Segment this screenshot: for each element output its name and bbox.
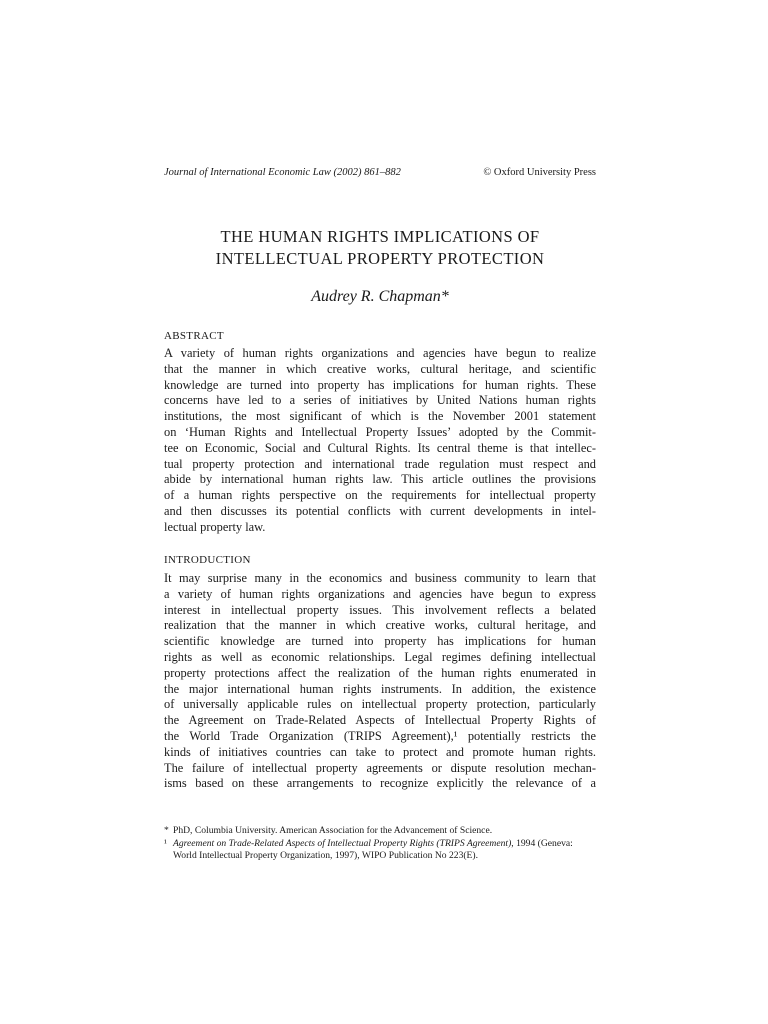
abstract-line: institutions, the most significant of which is the November 2001 statement	[164, 409, 596, 424]
introduction-line: rights as well as economic relationships. Legal regimes defining intellectual	[164, 649, 596, 664]
footnote-continuation: World Intellectual Property Organization, 1997), WIPO Publication No 223(E).	[173, 850, 479, 862]
article-title	[164, 226, 596, 270]
footnote-author	[164, 825, 596, 838]
introduction-line: of universally applicable rules on intellectual property protection, particularly	[164, 697, 596, 712]
abstract-line: tee on Economic, Social and Cultural Rights. Its central theme is that intellec-	[164, 440, 596, 455]
introduction-line: a variety of human rights organizations and agencies have begun to express	[164, 586, 596, 601]
introduction-line: property protections affect the realization of the human rights enumerated in	[164, 665, 596, 680]
publisher-copyright: © Oxford University Press	[483, 167, 596, 178]
author-name: Audrey R. Chapman*	[311, 288, 449, 305]
introduction-heading: INTRODUCTION	[164, 554, 251, 566]
title-line: THE HUMAN RIGHTS IMPLICATIONS OF	[220, 227, 540, 246]
footnote-cited-title: Agreement on Trade-Related Aspects of Intellectual Property Rights (TRIPS Agreement)	[173, 837, 512, 849]
introduction-line: It may surprise many in the economics and business community to learn that	[164, 571, 596, 585]
footnote-mark: ¹	[164, 837, 167, 849]
introduction-line: isms based on these arrangements to recognize explicitly the relevance of a	[164, 776, 596, 791]
abstract-line: that the manner in which creative works, cultural heritage, and scientific	[164, 361, 596, 376]
abstract-line: abide by international human rights law. This article outlines the provisions	[164, 472, 596, 487]
abstract-text	[164, 346, 596, 536]
journal-citation: Journal of International Economic Law (2002) 861–882	[164, 167, 401, 178]
abstract-line: concerns have led to a series of initiatives by United Nations human rights	[164, 393, 596, 408]
abstract-line: on ‘Human Rights and Intellectual Property Issues’ adopted by the Commit-	[164, 424, 596, 439]
abstract-line: lectual property law.	[164, 519, 266, 534]
footnote-text: PhD, Columbia University. American Association for the Advancement of Science.	[173, 825, 493, 836]
abstract-line: knowledge are turned into property has implications for human rights. These	[164, 377, 596, 392]
abstract-line: A variety of human rights organizations and agencies have begun to realize	[164, 346, 596, 360]
introduction-line: scientific knowledge are turned into property has implications for human	[164, 634, 596, 649]
footnotes	[164, 825, 596, 863]
introduction-line: the major international human rights instruments. In addition, the existence	[164, 681, 596, 696]
footnote-1	[164, 838, 596, 863]
introduction-line: interest in intellectual property issues. This involvement reflects a belated	[164, 602, 596, 617]
abstract-heading: ABSTRACT	[164, 330, 224, 342]
footnote-text: , 1994 (Geneva:	[511, 837, 573, 849]
abstract-line: of a human rights perspective on the requirements for intellectual property	[164, 488, 596, 503]
introduction-line: the World Trade Organization (TRIPS Agreement),¹ potentially restricts the	[164, 728, 596, 743]
introduction-line: kinds of initiatives countries can take to protect and promote human rights.	[164, 744, 596, 759]
running-head	[164, 166, 596, 180]
introduction-line: realization that the manner in which creative works, cultural heritage, and	[164, 618, 596, 633]
abstract-line: tual property protection and international trade regulation must respect and	[164, 456, 596, 471]
footnote-mark: *	[164, 825, 169, 836]
title-line: INTELLECTUAL PROPERTY PROTECTION	[215, 249, 545, 268]
abstract-line: and then discusses its potential conflicts with current developments in intel-	[164, 503, 596, 518]
introduction-line: The failure of intellectual property agreements or dispute resolution mechan-	[164, 760, 596, 775]
introduction-line: the Agreement on Trade-Related Aspects of Intellectual Property Rights of	[164, 713, 596, 728]
introduction-text	[164, 571, 596, 792]
